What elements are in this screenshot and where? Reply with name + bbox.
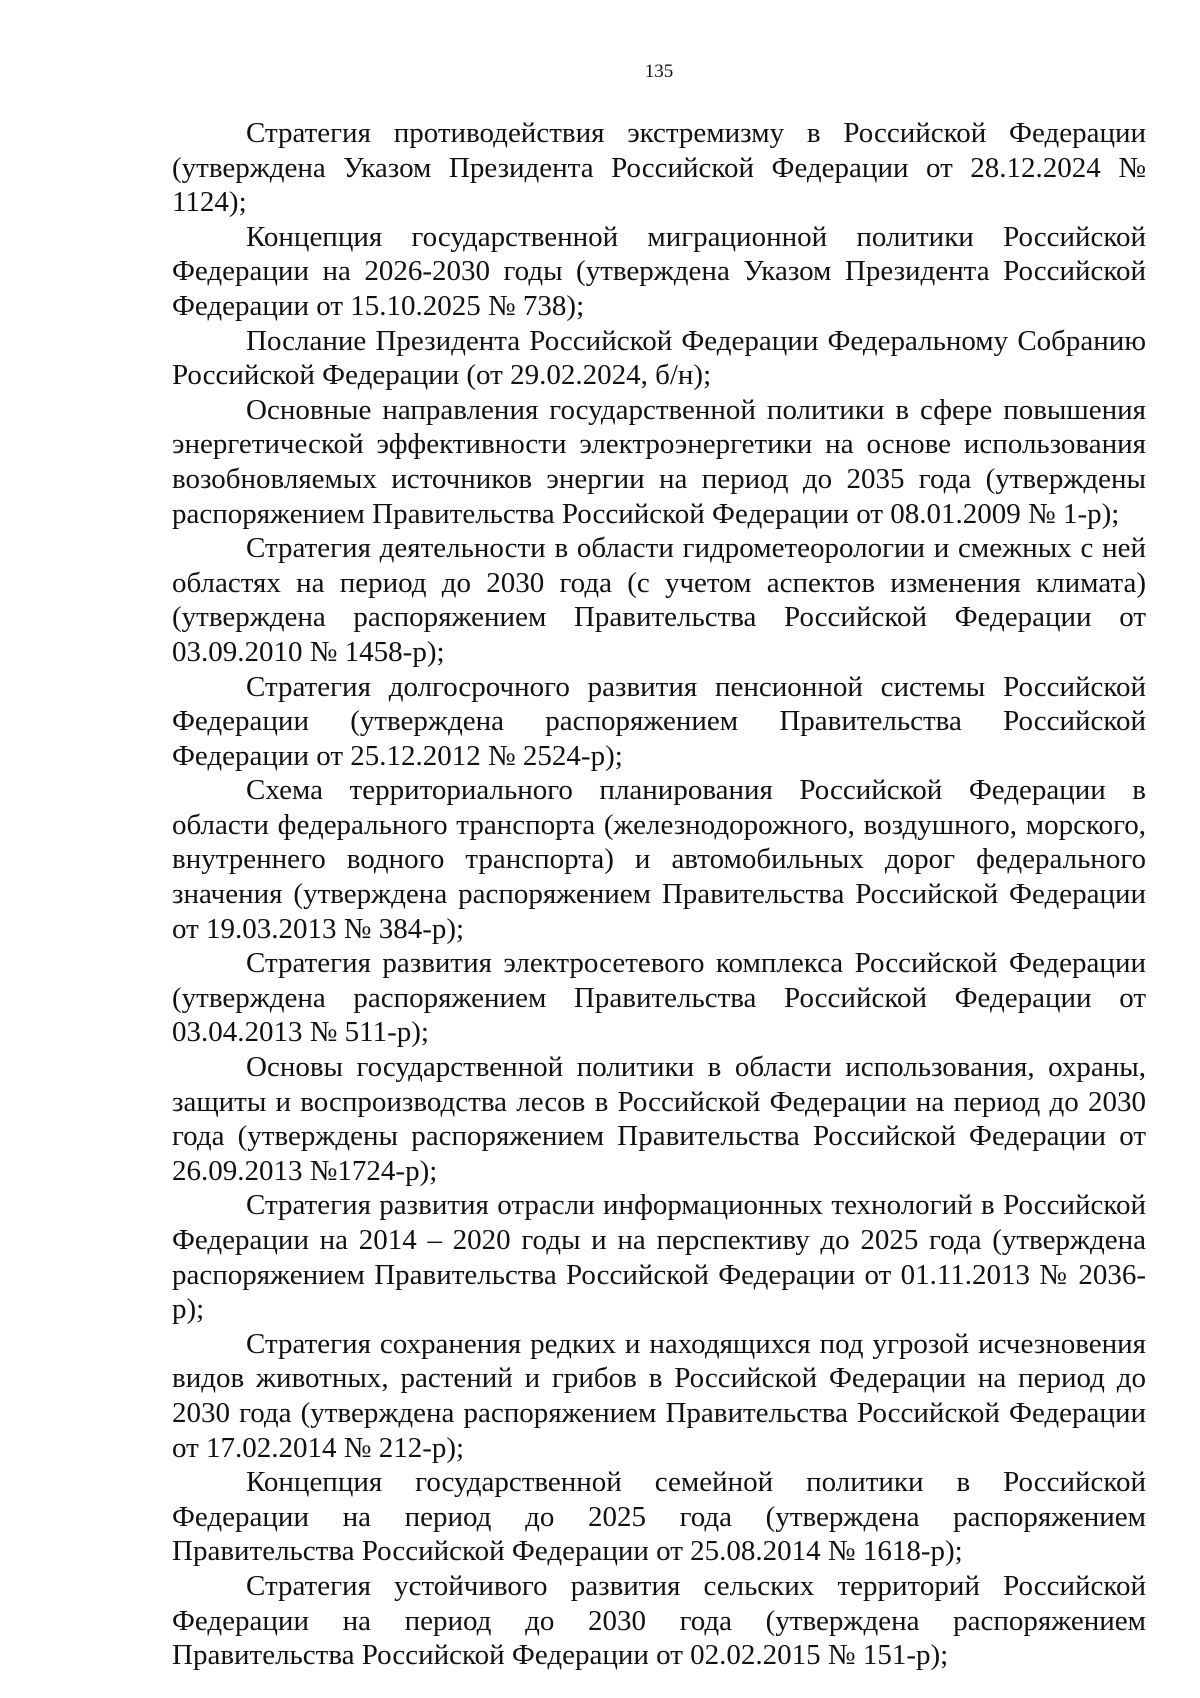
list-item: Стратегия сохранения редких и находящихся под угрозой исчезновения видов животных, растений и грибов в Российской Федерации на период до 2030 года (утверждена распоряжением Правительства Российской Федерации от 17.02.2014 № 212-р);	[172, 1327, 1146, 1464]
list-item: Стратегия деятельности в области гидрометеорологии и смежных с ней областях на период до 2030 года (с учетом аспектов изменения климата) (утверждена распоряжением Правительства Российской Федерации от 03.09.2010 № 1458-р);	[172, 532, 1146, 668]
list-item: Стратегия развития электросетевого комплекса Российской Федерации (утверждена распоряжением Правительства Российской Федерации от 03.04.2013 № 511-р);	[172, 947, 1146, 1049]
list-item: Стратегия развития отрасли информационных технологий в Российской Федерации на 2014 – 2020 годы и на перспективу до 2025 года (утверждена распоряжением Правительства Российской Федерации от 01.11.2013 № 2036-р);	[172, 1189, 1146, 1326]
list-item: Стратегия долгосрочного развития пенсионной системы Российской Федерации (утверждена распоряжением Правительства Российской Федерации от 25.12.2012 № 2524-р);	[172, 670, 1146, 772]
list-item: Основы государственной политики в области использования, охраны, защиты и воспроизводства лесов в Российской Федерации на период до 2030 года (утверждены распоряжением Правительства Российской Федерации от 26.09.2013 №1724-р);	[172, 1051, 1146, 1187]
list-item: Послание Президента Российской Федерации Федеральному Собранию Российской Федерации (от 29.02.2024, б/н);	[172, 324, 1146, 392]
list-item: Стратегия устойчивого развития сельских территорий Российской Федерации на период до 2030 года (утверждена распоряжением Правительства Российской Федерации от 02.02.2015 № 151-р);	[172, 1569, 1146, 1672]
list-item: Основные направления государственной политики в сфере повышения энергетической эффективности электроэнергетики на основе использования возобновляемых источников энергии на период до 2035 года (утверждены распоряжением Правительства Российской Федерации от 08.01.2009 № 1-р);	[172, 393, 1146, 530]
page-number: 135	[644, 61, 674, 82]
list-item: Концепция государственной семейной политики в Российской Федерации на период до 2025 года (утверждена распоряжением Правительства Российской Федерации от 25.08.2014 № 1618-р);	[172, 1466, 1146, 1568]
list-item: Схема территориального планирования Российской Федерации в области федерального транспорта (железнодорожного, воздушного, морского, внутреннего водного транспорта) и автомобильных дорог федерального значения (утверждена распоряжением Правительства Российской Федерации от 19.03.2013 № 384-р);	[172, 774, 1146, 945]
list-item: Концепция государственной миграционной политики Российской Федерации на 2026-2030 годы (утверждена Указом Президента Российской Федерации от 15.10.2025 № 738);	[172, 220, 1146, 322]
document-page	[172, 58, 1146, 1673]
list-item: Стратегия противодействия экстремизму в Российской Федерации (утверждена Указом Президента Российской Федерации от 28.12.2024 № 1124);	[172, 117, 1146, 219]
